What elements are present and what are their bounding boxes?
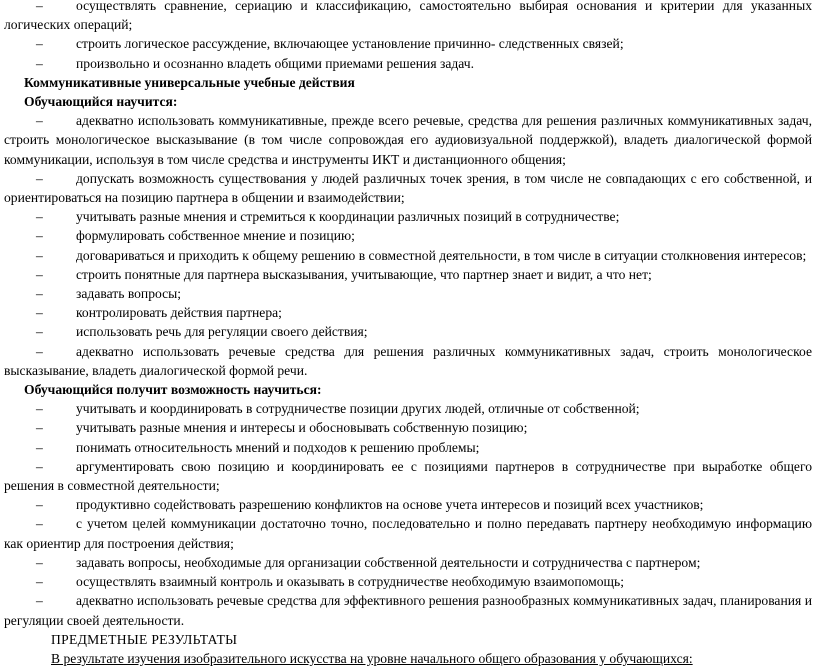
list-item [4, 169, 812, 207]
list-item [4, 514, 812, 552]
dash-bullet: – [36, 266, 43, 282]
dash-bullet: – [36, 0, 43, 13]
list-item-text: использовать речь для регуляции своего действия; [76, 324, 368, 340]
list-item [4, 0, 812, 34]
list-item [4, 284, 812, 303]
list-item-text: строить понятные для партнера высказывания, учитывающие, что партнер знает и видит, а что нет; [76, 266, 652, 282]
list-item [4, 54, 812, 73]
dash-bullet: – [36, 55, 43, 71]
dash-bullet: – [36, 554, 43, 570]
list-item-text: понимать относительность мнений и подходов к решению проблемы; [76, 439, 480, 455]
dash-bullet: – [36, 286, 43, 302]
list-item [4, 111, 812, 169]
list-item-text: произвольно и осознанно владеть общими приемами решения задач. [76, 55, 475, 71]
dash-bullet: – [36, 458, 43, 474]
list-item [4, 591, 812, 629]
list-item-text: продуктивно содействовать разрешению конфликтов на основе учета интересов и позиций всех участников; [76, 497, 704, 513]
list-item-text: адекватно использовать речевые средства для эффективного решения разнообразных коммуникативных задач, планирования и регуляции своей деятельности. [4, 593, 812, 628]
list-item [4, 303, 812, 322]
list-item [4, 322, 812, 341]
dash-bullet: – [36, 574, 43, 590]
dash-bullet: – [36, 113, 43, 129]
opportunity-heading: Обучающийся получит возможность научиться: [24, 382, 322, 398]
list-item-text: учитывать и координировать в сотрудничестве позиции других людей, отличные от собственной; [76, 401, 640, 417]
list-item-text: договариваться и приходить к общему решению в совместной деятельности, в том числе в ситуации столкновения интересов; [76, 247, 807, 263]
list-item [4, 457, 812, 495]
list-item [4, 438, 812, 457]
list-item [4, 342, 812, 380]
learn-heading: Обучающийся научится: [24, 94, 178, 110]
dash-bullet: – [36, 305, 43, 321]
list-item [4, 207, 812, 226]
dash-bullet: – [36, 593, 43, 609]
list-item-text: осуществлять взаимный контроль и оказывать в сотрудничестве необходимую взаимопомощь; [76, 574, 624, 590]
list-item [4, 553, 812, 572]
list-item-text: учитывать разные мнения и стремиться к координации различных позиций в сотрудничестве; [76, 209, 620, 225]
dash-bullet: – [36, 401, 43, 417]
list-item-text: формулировать собственное мнение и позицию; [76, 228, 355, 244]
learn-list [4, 111, 812, 380]
list-item [4, 399, 812, 418]
list-item-text: адекватно использовать коммуникативные, прежде всего речевые, средства для решения различных коммуникативных задач, строить монологическое высказывание (в том числе сопровождая его аудиовизуальной поддержкой), владеть диалогической формой коммуникации, используя в том числе средства и инструменты ИКТ и дистанционного общения; [4, 113, 812, 167]
list-item-text: учитывать разные мнения и интересы и обосновывать собственную позицию; [76, 420, 528, 436]
dash-bullet: – [36, 209, 43, 225]
list-item [4, 265, 812, 284]
dash-bullet: – [36, 497, 43, 513]
list-item [4, 246, 812, 265]
communicative-title: Коммуникативные универсальные учебные действия [24, 74, 355, 90]
list-item-text: осуществлять сравнение, сериацию и классификацию, самостоятельно выбирая основания и критерии для указанных логических операций; [4, 0, 812, 33]
list-item-text: адекватно использовать речевые средства для решения различных коммуникативных задач, строить монологическое высказывание, владеть диалогической формой речи. [4, 343, 812, 378]
dash-bullet: – [36, 439, 43, 455]
opportunity-list [4, 399, 812, 629]
list-item [4, 226, 812, 245]
list-item [4, 495, 812, 514]
list-item [4, 418, 812, 437]
dash-bullet: – [36, 228, 43, 244]
cognitive-list [4, 0, 812, 73]
dash-bullet: – [36, 170, 43, 186]
dash-bullet: – [36, 324, 43, 340]
dash-bullet: – [36, 247, 43, 263]
list-item-text: допускать возможность существования у людей различных точек зрения, в том числе не совпадающих с его собственной, и ориентироваться на позицию партнера в общении и взаимодействии; [4, 170, 812, 206]
list-item-text: аргументировать свою позицию и координировать ее с позициями партнеров в сотрудничестве при выработке общего решения в совместной деятельности; [4, 458, 812, 494]
subject-results-title: ПРЕДМЕТНЫЕ РЕЗУЛЬТАТЫ [51, 631, 238, 647]
dash-bullet: – [36, 343, 43, 359]
list-item-text: с учетом целей коммуникации достаточно точно, последовательно и полно передавать партнеру необходимую информацию как ориентир для построения действия; [4, 516, 812, 551]
document-page [4, 0, 812, 668]
list-item-text: задавать вопросы, необходимые для организации собственной деятельности и сотрудничества с партнером; [76, 554, 701, 570]
list-item-text: строить логическое рассуждение, включающее установление причинно- следственных связей; [76, 36, 624, 52]
list-item [4, 34, 812, 53]
list-item-text: задавать вопросы; [76, 286, 182, 302]
dash-bullet: – [36, 420, 43, 436]
dash-bullet: – [36, 36, 43, 52]
final-line: В результате изучения изобразительного искусства на уровне начального общего образования у обучающихся: [51, 650, 693, 666]
list-item-text: контролировать действия партнера; [76, 305, 282, 321]
list-item [4, 572, 812, 591]
dash-bullet: – [36, 516, 43, 532]
